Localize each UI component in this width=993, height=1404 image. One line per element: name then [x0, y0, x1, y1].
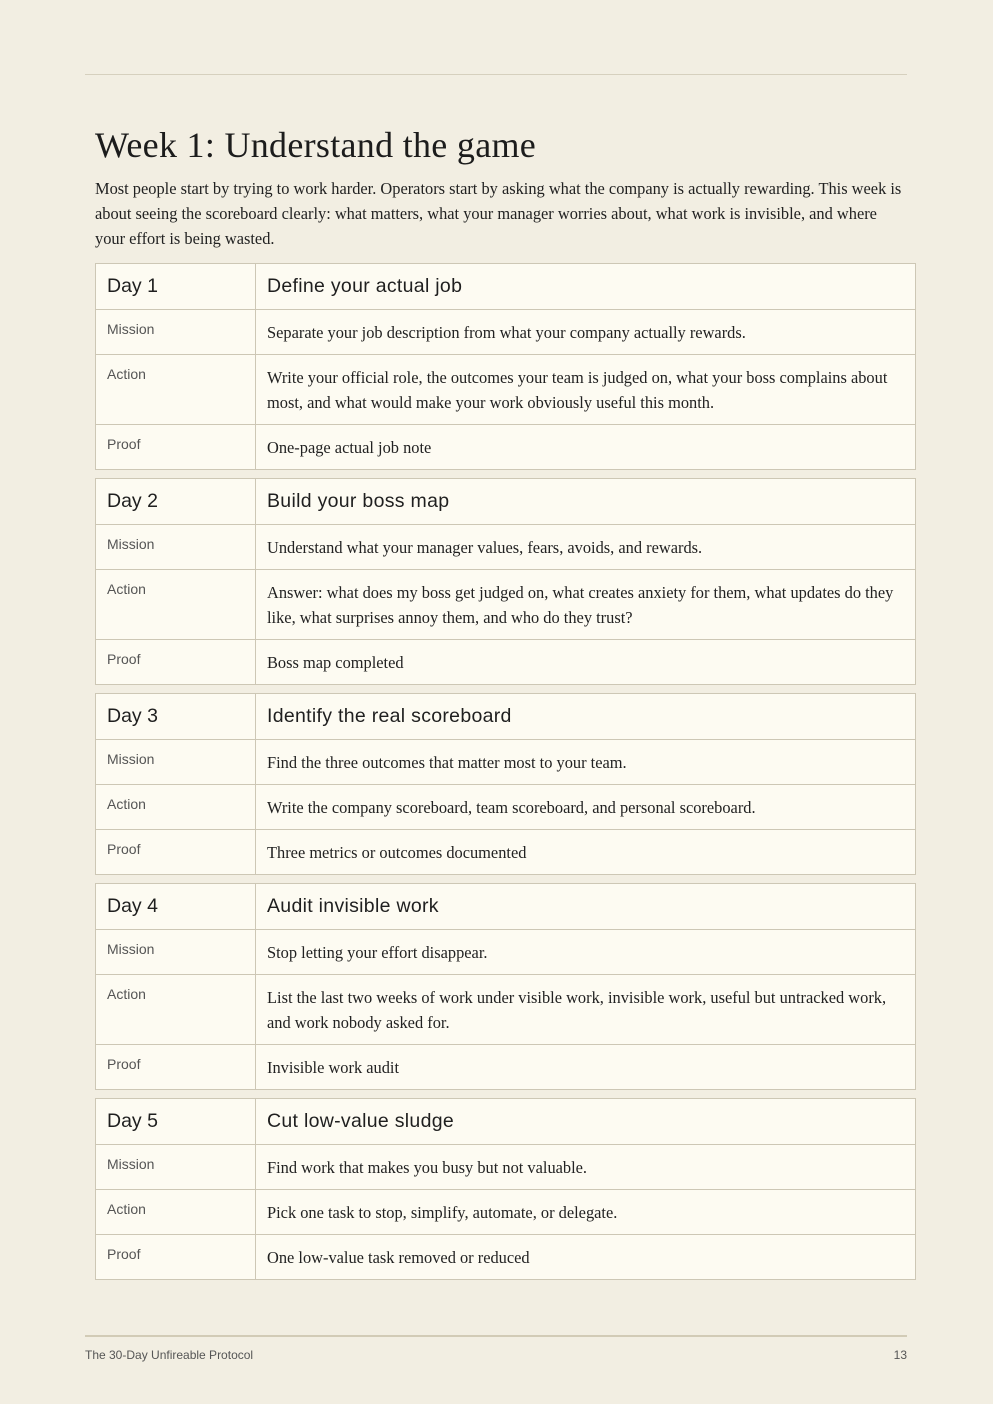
- action-label: Action: [96, 975, 256, 1044]
- action-text: Answer: what does my boss get judged on, what creates anxiety for them, what updates do they like, what surprises annoy them, and who do they trust?: [267, 583, 894, 627]
- day-card-5: [95, 1098, 916, 1280]
- proof-text: Three metrics or outcomes documented: [267, 843, 527, 862]
- day-header: [96, 479, 915, 524]
- action-row: [96, 354, 915, 424]
- mission-label: Mission: [96, 1145, 256, 1189]
- proof-text: Invisible work audit: [267, 1058, 400, 1077]
- day-label: Day 2: [96, 479, 256, 524]
- mission-text: Stop letting your effort disappear.: [267, 943, 488, 962]
- action-row: [96, 784, 915, 829]
- mission-text: Separate your job description from what your company actually rewards.: [267, 323, 746, 342]
- mission-text: Find work that makes you busy but not valuable.: [267, 1158, 588, 1177]
- mission-row: [96, 309, 915, 354]
- action-label: Action: [96, 355, 256, 424]
- mission-row: [96, 524, 915, 569]
- proof-row: [96, 639, 915, 684]
- proof-row: [96, 424, 915, 469]
- proof-label: Proof: [96, 1045, 256, 1089]
- proof-text: One low-value task removed or reduced: [267, 1248, 530, 1267]
- day-label: Day 3: [96, 694, 256, 739]
- day-card-3: [95, 693, 916, 875]
- mission-row: [96, 739, 915, 784]
- proof-label: Proof: [96, 1235, 256, 1279]
- day-heading: Build your boss map: [267, 490, 450, 512]
- proof-label: Proof: [96, 640, 256, 684]
- action-text: Write the company scoreboard, team scoreboard, and personal scoreboard.: [267, 798, 756, 817]
- mission-row: [96, 1144, 915, 1189]
- action-label: Action: [96, 570, 256, 639]
- mission-label: Mission: [96, 525, 256, 569]
- proof-row: [96, 1044, 915, 1089]
- day-heading: Audit invisible work: [267, 895, 439, 917]
- action-text: Write your official role, the outcomes your team is judged on, what your boss complains about most, and what would make your work obviously useful this month.: [267, 368, 888, 412]
- day-card-4: [95, 883, 916, 1090]
- proof-row: [96, 1234, 915, 1279]
- action-row: [96, 974, 915, 1044]
- mission-label: Mission: [96, 310, 256, 354]
- proof-text: Boss map completed: [267, 653, 404, 672]
- action-row: [96, 569, 915, 639]
- mission-label: Mission: [96, 740, 256, 784]
- mission-label: Mission: [96, 930, 256, 974]
- action-row: [96, 1189, 915, 1234]
- day-label: Day 4: [96, 884, 256, 929]
- day-label: Day 1: [96, 264, 256, 309]
- day-header: [96, 694, 915, 739]
- intro-paragraph: Most people start by trying to work harder. Operators start by asking what the company is actually rewarding. This week is about seeing the scoreboard clearly: what matters, what your manager worries about, what work is invisible, and where your effort is being wasted.: [95, 179, 902, 248]
- footer-book-title: The 30-Day Unfireable Protocol: [85, 1348, 254, 1362]
- footer-rule: [85, 1335, 907, 1337]
- day-card-2: [95, 478, 916, 685]
- proof-row: [96, 829, 915, 874]
- day-header: [96, 264, 915, 309]
- mission-row: [96, 929, 915, 974]
- proof-label: Proof: [96, 830, 256, 874]
- action-label: Action: [96, 785, 256, 829]
- mission-text: Find the three outcomes that matter most to your team.: [267, 753, 627, 772]
- action-text: List the last two weeks of work under visible work, invisible work, useful but untracked work, and work nobody asked for.: [267, 988, 887, 1032]
- day-header: [96, 1099, 915, 1144]
- day-heading: Identify the real scoreboard: [267, 705, 512, 727]
- day-label: Day 5: [96, 1099, 256, 1144]
- mission-text: Understand what your manager values, fears, avoids, and rewards.: [267, 538, 703, 557]
- page-title: Week 1: Understand the game: [95, 125, 537, 165]
- action-label: Action: [96, 1190, 256, 1234]
- footer-page-number: 13: [893, 1348, 907, 1362]
- header-rule: [85, 74, 907, 75]
- day-header: [96, 884, 915, 929]
- action-text: Pick one task to stop, simplify, automate, or delegate.: [267, 1203, 618, 1222]
- day-heading: Define your actual job: [267, 275, 463, 297]
- proof-text: One-page actual job note: [267, 438, 432, 457]
- proof-label: Proof: [96, 425, 256, 469]
- day-card-1: [95, 263, 916, 470]
- day-heading: Cut low-value sludge: [267, 1110, 455, 1132]
